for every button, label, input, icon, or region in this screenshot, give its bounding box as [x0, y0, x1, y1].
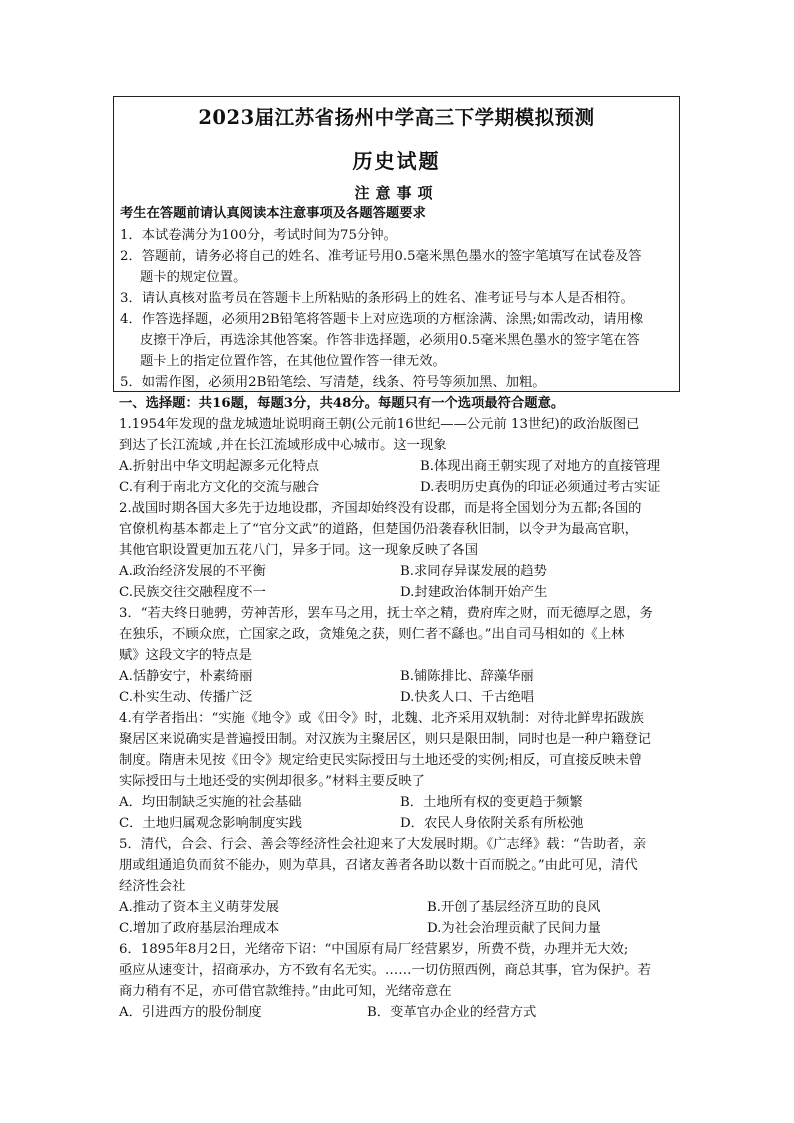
question-text: 经济性会社: [119, 879, 186, 894]
section-title: 一、选择题：共16题，每题3分，共48分。每题只有一个选项最符合题意。: [119, 396, 565, 411]
notice-line: 皮擦干净后，再选涂其他答案。作答非选择题，必须用0.5毫米黑色墨水的签字笔在答: [140, 333, 640, 348]
option-a[interactable]: A．均田制缺乏实施的社会基础: [119, 795, 302, 810]
question-text: 其他官职设置更加五花八门，异多于同。这一现象反映了各国: [119, 543, 479, 558]
question-text: 朋或组通追负而贫不能办，则为草具，召诸友善者各助以数十百而脱之。”由此可见，清代: [119, 858, 638, 873]
question-text: 6．1895年8月2日，光绪帝下诏：“中国原有局厂经营累岁，所费不赀，办理并无大效;: [119, 942, 629, 957]
option-d[interactable]: D．农民人身依附关系有所松弛: [400, 816, 584, 831]
notice-line: 2．答题前，请务必将自己的姓名、准考证号用0.5毫米黑色墨水的签字笔填写在试卷及答: [120, 249, 642, 264]
question-text: 4.有学者指出：“实施《地令》或《田令》时，北魏、北齐采用双轨制：对待北鲜卑拓跋族: [119, 711, 644, 726]
notice-line: 3．请认真核对监考员在答题卡上所粘贴的条形码上的姓名、准考证号与本人是否相符。: [120, 291, 634, 306]
option-b[interactable]: B．变革官办企业的经营方式: [367, 1005, 537, 1020]
question-text: 亟应从速变计，招商承办，方不致有名无实。……一切仿照西例，商总其事，官为保护。若: [119, 963, 651, 978]
option-d[interactable]: D.封建政治体制开始产生: [400, 585, 548, 600]
question-text: 官僚机构基本都走上了“官分文武”的道路，但楚国仍沿袭春秋旧制，以令尹为最高官职，: [119, 522, 638, 537]
question-text: 5．清代，合会、行会、善会等经济性会社迎来了大发展时期。《广志绎》载：“告助者，亲: [119, 837, 647, 852]
question-text: 制度。隋唐未见按《田令》规定给吏民实际授田与土地还受的实例;相反，可直接反映未曾: [119, 753, 643, 768]
option-c[interactable]: C.有利于南北方文化的交流与融合: [119, 480, 320, 495]
exam-subtitle: 历史试题: [352, 149, 441, 173]
option-d[interactable]: D.为社会治理贡献了民间力量: [427, 921, 601, 936]
option-c[interactable]: C.民族交往交融程度不一: [119, 585, 266, 600]
question-text: 在独乐，不顾众庶，亡国家之政，贪雉兔之获，则仁者不繇也。”出自司马相如的《上林: [119, 627, 625, 642]
option-c[interactable]: C.增加了政府基层治理成本: [119, 921, 280, 936]
option-d[interactable]: D.快炙人口、千古绝唱: [400, 690, 535, 705]
notice-line: 1．本试卷满分为100分，考试时间为75分钟。: [120, 228, 397, 243]
notice-intro: 考生在答题前请认真阅读本注意事项及各题答题要求: [120, 206, 426, 221]
question-text: 3．“若夫终日驰骋，劳神苦形，罢车马之用，抚士卒之精，费府库之财，而无德厚之恩，务: [119, 606, 653, 621]
option-a[interactable]: A.折射出中华文明起源多元化特点: [119, 459, 319, 474]
notice-line: 4．作答选择题，必须用2B铅笔将答题卡上对应选项的方框涂满、涂黑;如需改动，请用橡: [120, 312, 644, 327]
question-text: 2.战国时期各国大多先于边地设郡，齐国却始终没有设郡，而是将全国划分为五都;各国的: [119, 501, 642, 516]
option-b[interactable]: B.求同存异谋发展的趋势: [400, 564, 547, 579]
question-text: 聚居区来说确实是普遍授田制。对汉族为主聚居区，则只是限田制，同时也是一种户籍登记: [119, 732, 651, 747]
notice-line: 题卡的规定位置。: [140, 270, 247, 285]
option-a[interactable]: A.政治经济发展的不平衡: [119, 564, 266, 579]
question-text: 1.1954年发现的盘龙城遗址说明商王朝(公元前16世纪——公元前 13世纪)的政治版图已: [119, 417, 640, 432]
notice-line: 题卡上的指定位置作答，在其他位置作答一律无效。: [140, 354, 446, 369]
notice-heading: 注意事项: [354, 184, 439, 202]
option-b[interactable]: B.体现出商王朝实现了对地方的直接管理: [420, 459, 661, 474]
option-c[interactable]: C.朴实生动、传播广泛: [119, 690, 253, 705]
option-b[interactable]: B．土地所有权的变更趋于频繁: [400, 795, 583, 810]
option-c[interactable]: C．土地归属观念影响制度实践: [119, 816, 303, 831]
option-b[interactable]: B.铺陈排比、辞藻华丽: [400, 669, 534, 684]
question-text: 商力稍有不足，亦可借官款维持。”由此可知，光绪帝意在: [119, 984, 452, 999]
notice-line: 5．如需作图，必须用2B铅笔绘、写清楚，线条、符号等须加黑、加粗。: [120, 375, 546, 390]
option-a[interactable]: A.推动了资本主义萌芽发展: [119, 900, 280, 915]
question-text: 赋》这段文字的特点是: [119, 648, 252, 663]
option-a[interactable]: A．引进西方的股份制度: [119, 1005, 262, 1020]
option-a[interactable]: A.恬静安宁，朴素绮丽: [119, 669, 253, 684]
question-text: 实际授田与土地还受的实例却很多。”材料主要反映了: [119, 774, 425, 789]
exam-title: 2023届江苏省扬州中学高三下学期模拟预测: [198, 106, 595, 129]
question-text: 到达了长江流域 ,并在长江流域形成中心城市。这一现象: [119, 438, 447, 453]
option-b[interactable]: B.开创了基层经济互助的良风: [427, 900, 601, 915]
option-d[interactable]: D.表明历史真伪的印证必须通过考古实证: [420, 480, 661, 495]
